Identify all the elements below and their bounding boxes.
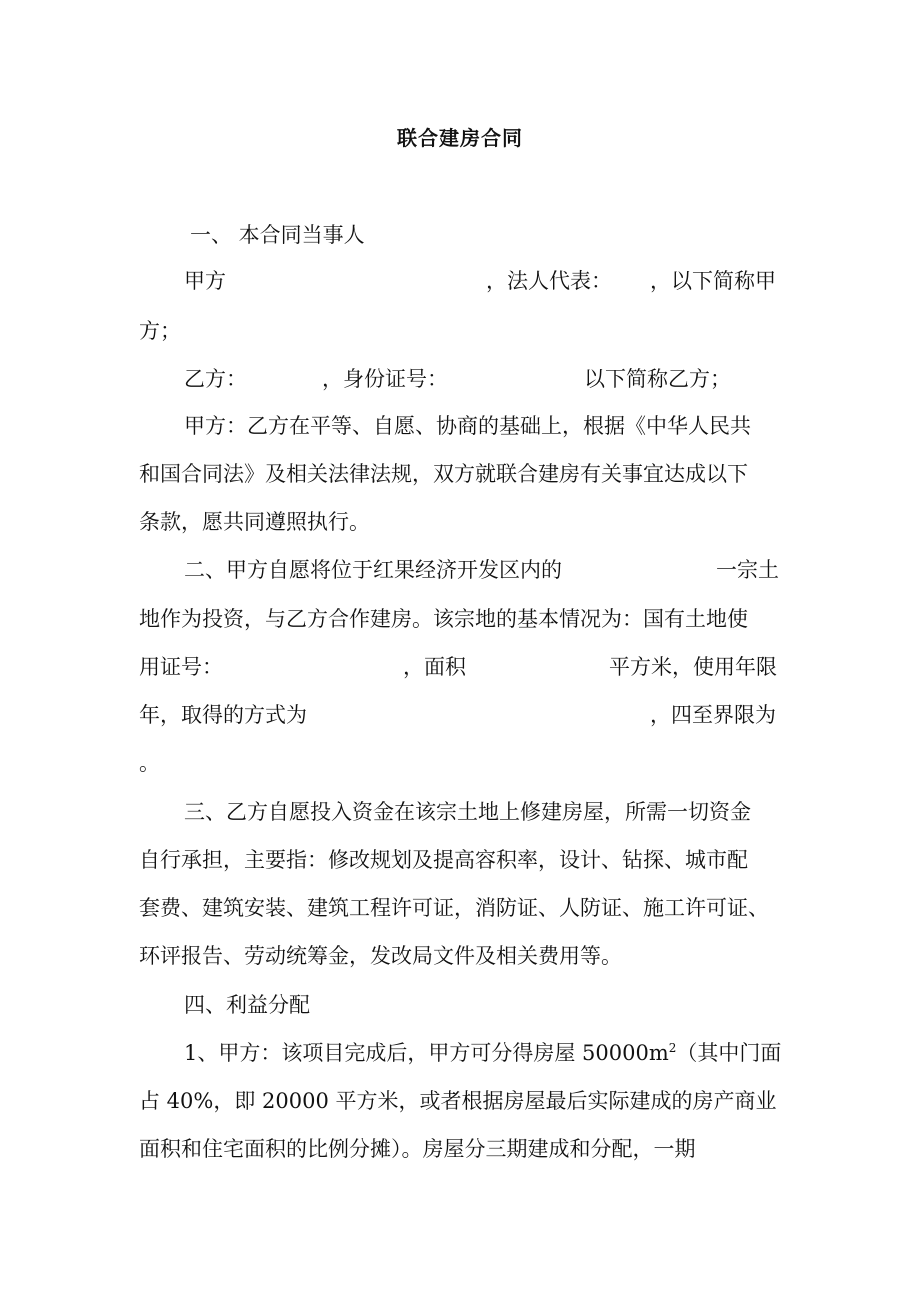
party-b-id-label: ，身份证号： bbox=[322, 367, 448, 391]
section2-line2: 地作为投资，与乙方合作建房。该宗地的基本情况为：国有土地使 bbox=[139, 607, 748, 631]
section3-line: 三、乙方自愿投入资金在该宗土地上修建房屋，所需一切资金 bbox=[184, 800, 751, 824]
section4-item1-text-a: 1、甲方：该项目完成后，甲方可分得房屋 50000m bbox=[184, 1041, 669, 1065]
section2-term-label: 平方米，使用年限 bbox=[609, 655, 777, 679]
preamble-line: 条款，愿共同遵照执行。 bbox=[139, 510, 370, 534]
section4-item1-line3: 面积和住宅面积的比例分摊）。房屋分三期建成和分配，一期 bbox=[139, 1137, 696, 1161]
section1-heading: 一、 本合同当事人 bbox=[190, 223, 365, 247]
section4-heading: 四、利益分配 bbox=[184, 993, 310, 1017]
party-a-short-suffix: ，以下简称甲 bbox=[650, 269, 776, 293]
section2-line1-end: 一宗土 bbox=[716, 558, 779, 582]
section4-item1-line2: 占 40%，即 20000 平方米，或者根据房屋最后实际建成的房产商业 bbox=[139, 1089, 777, 1113]
party-a-rep-label: ，法人代表： bbox=[486, 269, 612, 293]
section2-cert-label: 用证号： bbox=[139, 655, 223, 679]
section4-item1-line1 bbox=[184, 1038, 781, 1068]
section3-line: 自行承担，主要指：修改规划及提高容积率，设计、钻探、城市配 bbox=[139, 848, 748, 872]
party-b-label: 乙方： bbox=[184, 367, 247, 391]
document-title: 联合建房合同 bbox=[397, 126, 523, 150]
party-b-short-suffix: 以下简称乙方； bbox=[584, 367, 731, 391]
party-a-short-suffix-cont: 方； bbox=[139, 319, 181, 343]
preamble-line: 和国合同法》及相关法律法规，双方就联合建房有关事宜达成以下 bbox=[139, 462, 748, 486]
section2-line5: 。 bbox=[139, 751, 160, 775]
preamble-line: 甲方：乙方在平等、自愿、协商的基础上，根据《中华人民共 bbox=[184, 414, 751, 438]
section3-line: 套费、建筑安装、建筑工程许可证，消防证、人防证、施工许可证、 bbox=[139, 896, 769, 920]
section2-boundary-label: ，四至界限为 bbox=[650, 703, 776, 727]
party-a-label: 甲方 bbox=[184, 269, 226, 293]
superscript-2: 2 bbox=[668, 1041, 677, 1055]
section2-line1-start: 二、甲方自愿将位于红果经济开发区内的 bbox=[184, 558, 562, 582]
section3-line: 环评报告、劳动统筹金，发改局文件及相关费用等。 bbox=[139, 944, 622, 968]
section4-item1-text-b: （其中门面 bbox=[676, 1041, 782, 1065]
section2-acquire-label: 年，取得的方式为 bbox=[139, 703, 307, 727]
section2-area-label: ，面积 bbox=[403, 655, 466, 679]
